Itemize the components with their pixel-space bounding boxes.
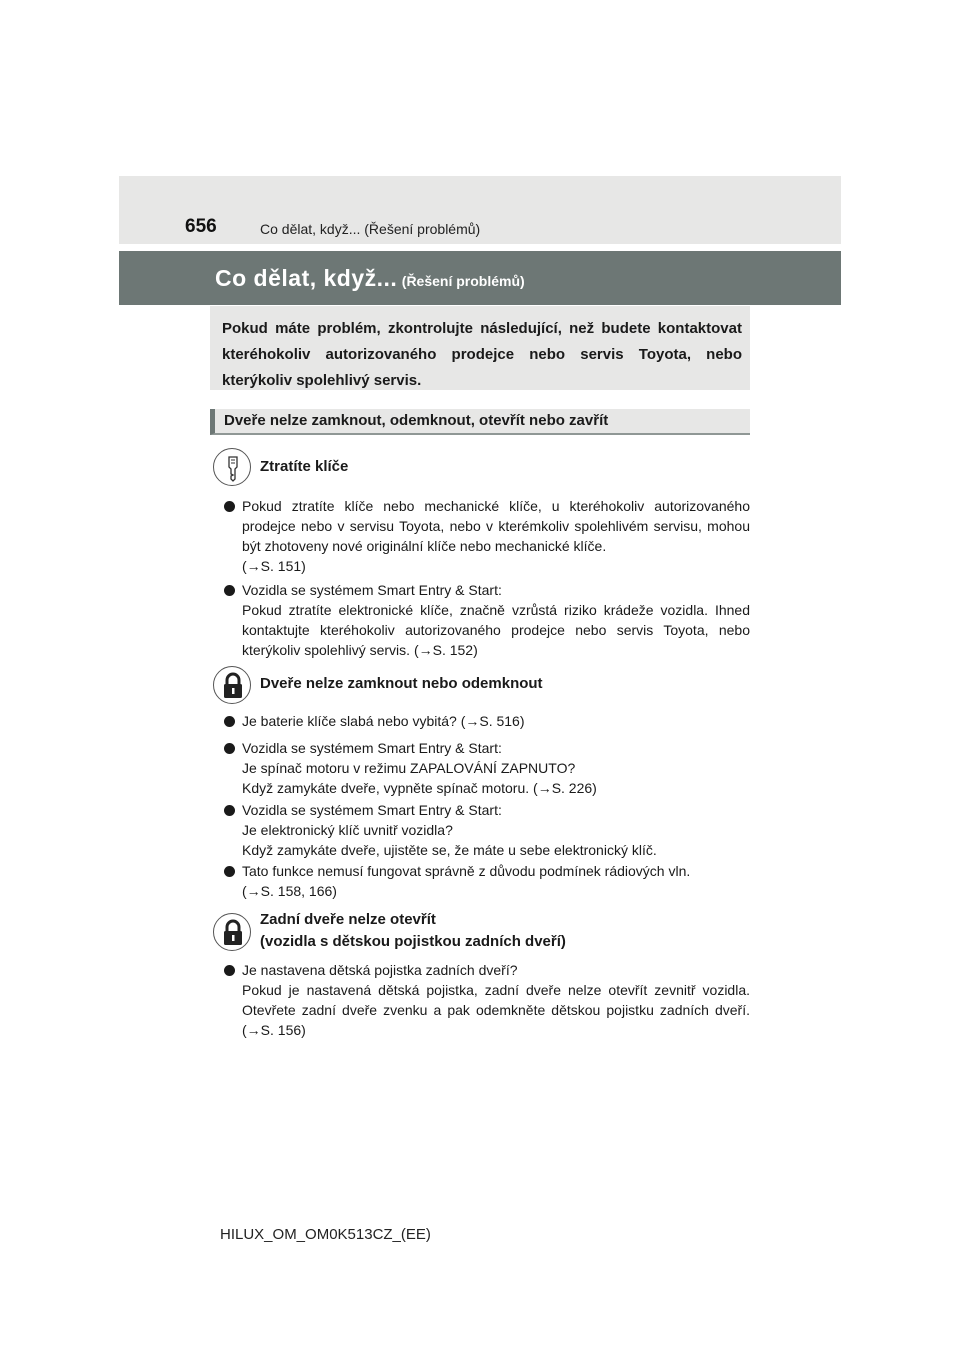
list-item: Vozidla se systémem Smart Entry & Start: Pokud ztratíte elektronické klíče, značně vzrůstá riziko krádeže vozidla. Ihned kontaktujte kteréhokoliv autorizovaného prodejce nebo servis Toyota, nebo kterýkoliv spolehlivý servis. (→S. 152): [224, 580, 750, 660]
list-item: Tato funkce nemusí fungovat správně z důvodu podmínek rádiových vln. (→S. 158, 166): [224, 861, 750, 901]
page-title: [215, 265, 525, 292]
bullet: [224, 866, 235, 877]
list-item: Vozidla se systémem Smart Entry & Start: Je spínač motoru v režimu ZAPALOVÁNÍ ZAPNUTO? Když zamykáte dveře, vypněte spínač motoru. (→S. 226): [224, 738, 750, 798]
bullet: [224, 716, 235, 727]
sub-heading-lock-unlock: Dveře nelze zamknout nebo odemknout: [260, 675, 543, 692]
list-item: Je baterie klíče slabá nebo vybitá? (→S. 516): [224, 711, 750, 731]
bullet: [224, 743, 235, 754]
intro-box: Pokud máte problém, zkontrolujte následující, než budete kontaktovat kteréhokoliv autorizovaného prodejce nebo servis Toyota, nebo kterýkoliv spolehlivý servis.: [210, 306, 750, 390]
lock-icon: [213, 913, 251, 951]
sub-heading-lost-keys: Ztratíte klíče: [260, 458, 349, 475]
lock-icon: [213, 666, 251, 704]
list-item: Vozidla se systémem Smart Entry & Start: Je elektronický klíč uvnitř vozidla? Když zamykáte dveře, ujistěte se, že máte u sebe elektronický klíč.: [224, 800, 750, 860]
sub-heading-rear-door: Zadní dveře nelze otevřít (vozidla s dětskou pojistkou zadních dveří): [260, 911, 566, 950]
key-icon: [213, 448, 251, 486]
bullet: [224, 585, 235, 596]
footer-doc-code: HILUX_OM_OM0K513CZ_(EE): [220, 1226, 431, 1243]
list-item: Pokud ztratíte klíče nebo mechanické klíče, u kteréhokoliv autorizovaného prodejce nebo v servisu Toyota, nebo v kterémkoliv spolehlivém servisu, mohou být zhotoveny nové originální klíče nebo mechanické klíče. (→S. 151): [224, 496, 750, 576]
title-band: [119, 251, 841, 305]
bullet: [224, 965, 235, 976]
running-head: Co dělat, když... (Řešení problémů): [260, 221, 481, 237]
page-number: 656: [185, 216, 217, 237]
bullet: [224, 805, 235, 816]
list-item: Je nastavena dětská pojistka zadních dveří? Pokud je nastavená dětská pojistka, zadní dveře nelze otevřít zevnitř vozidla. Otevřete zadní dveře zvenku a pak odemkněte dětskou pojistku zadních dveří. (→S. 156): [224, 960, 750, 1040]
page-title-sub: (Řešení problémů): [401, 273, 525, 289]
bullet: [224, 501, 235, 512]
section-heading: Dveře nelze zamknout, odemknout, otevřít nebo zavřít: [210, 409, 750, 435]
page-title-main: Co dělat, když...: [215, 265, 398, 291]
